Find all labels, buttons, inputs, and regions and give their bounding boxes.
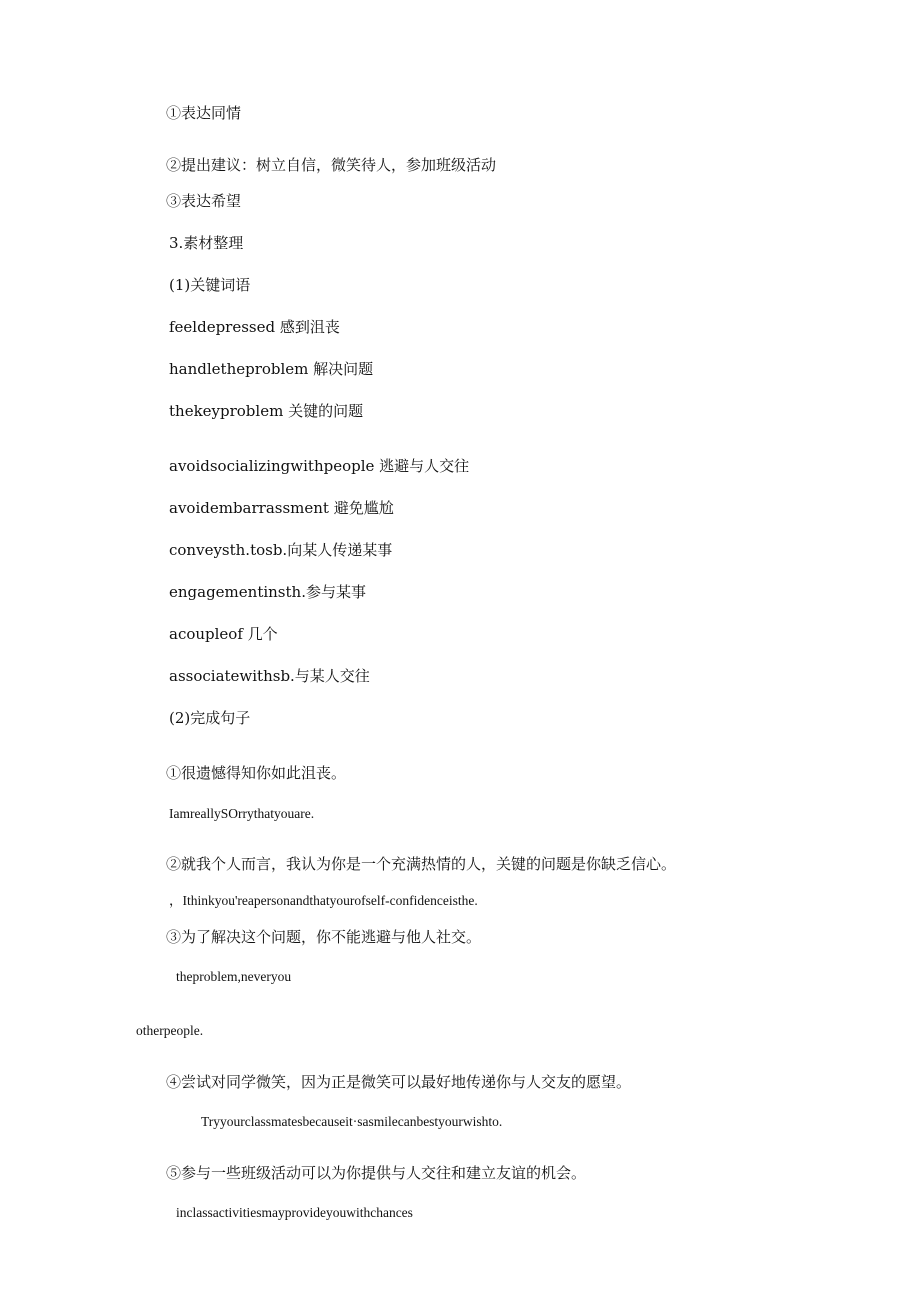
section-heading: 3.素材整理: [169, 234, 244, 252]
outline-point-1: ①表达同情: [166, 104, 242, 122]
keyword-item: conveysth.tosb.向某人传递某事: [169, 541, 393, 559]
keyword-item: thekeyproblem 关键的问题: [169, 402, 364, 420]
keyword-item: associatewithsb.与某人交往: [169, 667, 370, 685]
sentence-3-english-part1: theproblem,neveryou: [176, 969, 292, 984]
sentence-4-english: Tryyourclassmatesbecauseit·sasmilecanbestyourwishto.: [201, 1114, 503, 1129]
sentence-2-chinese: ②就我个人而言，我认为你是一个充满热情的人，关键的问题是你缺乏信心。: [166, 855, 677, 873]
sentences-heading: (2)完成句子: [169, 709, 251, 727]
keyword-item: feeldepressed 感到沮丧: [169, 318, 340, 336]
sentence-3-chinese: ③为了解决这个问题，你不能逃避与他人社交。: [166, 928, 482, 946]
sentence-1-chinese: ①很遗憾得知你如此沮丧。: [166, 764, 347, 782]
keyword-item: avoidembarrassment 避免尴尬: [169, 499, 394, 517]
keyword-item: engagementinsth.参与某事: [169, 583, 366, 601]
outline-point-3: ③表达希望: [166, 192, 242, 210]
sentence-1-english: IamreallySOrrythatyouare.: [169, 806, 315, 821]
keywords-heading: (1)关键词语: [169, 276, 251, 294]
keyword-item: avoidsocializingwithpeople 逃避与人交往: [169, 457, 470, 475]
keyword-item: acoupleof 几个: [169, 625, 278, 643]
sentence-2-english: ，Ithinkyou'reapersonandthatyourofself-confidenceisthe.: [169, 893, 478, 908]
sentence-5-english: inclassactivitiesmayprovideyouwithchances: [176, 1205, 413, 1220]
outline-point-2: ②提出建议：树立自信，微笑待人，参加班级活动: [166, 156, 497, 174]
sentence-4-chinese: ④尝试对同学微笑，因为正是微笑可以最好地传递你与人交友的愿望。: [166, 1073, 632, 1091]
sentence-5-chinese: ⑤参与一些班级活动可以为你提供与人交往和建立友谊的机会。: [166, 1164, 587, 1182]
sentence-3-english-part2: otherpeople.: [136, 1023, 204, 1038]
keyword-item: handletheproblem 解决问题: [169, 360, 374, 378]
